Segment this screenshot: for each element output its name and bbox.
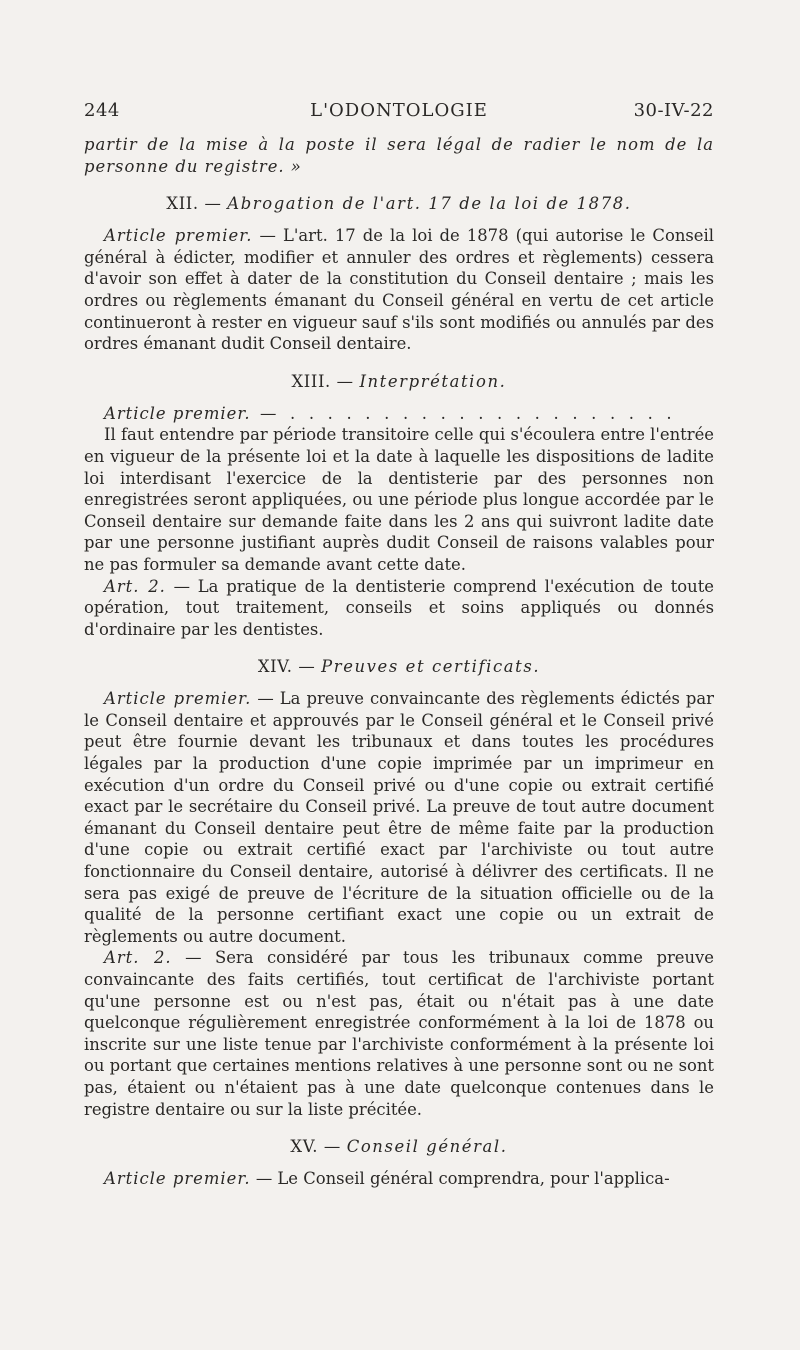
- section-title: Interprétation.: [359, 371, 507, 391]
- issue-date: 30-IV-22: [633, 100, 714, 121]
- section-heading-xiii: [84, 371, 714, 393]
- article-paragraph: [84, 688, 714, 947]
- article-label: Art. 2.: [104, 576, 166, 596]
- section-title: Preuves et certificats.: [321, 657, 541, 677]
- section-title: Abrogation de l'art. 17 de la loi de 1878.: [227, 194, 632, 214]
- document-page: [84, 100, 714, 1190]
- article-text: — La pratique de la dentisterie comprend l'exécution de toute opération, tout traitement, conseils et soins appliqués ou donnés d'ordinaire par les dentistes.: [84, 576, 714, 639]
- section-heading-xii: [84, 193, 714, 215]
- article-label: Art. 2.: [104, 948, 172, 968]
- section-number: XIII. —: [291, 371, 354, 391]
- journal-title: L'ODONTOLOGIE: [310, 100, 488, 121]
- article-paragraph: [84, 947, 714, 1120]
- article-text: — Sera considéré par tous les tribunaux comme preuve convaincante des faits certifiés, tout certificat de l'archiviste portant qu'une personne est ou n'est pas, était ou n'était pas à une date quelconque régulièrement enregistrée conformément à la loi de 1878 ou inscrite sur une liste tenue par l'archiviste conformément à la présente loi ou portant que certaines mentions relatives à une personne sont ou ne sont pas, étaient ou n'étaient pas à une date quelconque contenues dans le registre dentaire ou sur la liste précitée.: [84, 948, 714, 1119]
- article-leader-line: [84, 403, 714, 425]
- section-heading-xiv: [84, 656, 714, 678]
- section-number: XIV. —: [257, 657, 316, 677]
- article-label: Article premier.: [104, 1169, 251, 1189]
- section-number: XV. —: [290, 1137, 341, 1157]
- article-label: Article premier.: [104, 226, 253, 246]
- article-paragraph: [84, 225, 714, 355]
- page-number: 244: [84, 100, 120, 121]
- article-paragraph: [84, 1168, 714, 1190]
- article-text: — La preuve convaincante des règlements édictés par le Conseil dentaire et approuvés par le Conseil général et le Conseil privé peut être fournie devant les tribunaux et dans toutes les procédures légales par la production d'une copie imprimée par un imprimeur en exécution d'un ordre du Conseil privé ou d'une copie ou extrait certifié exact par le secrétaire du Conseil privé. La preuve de tout autre document émanant du Conseil dentaire peut être de même faite par la production d'une copie ou extrait certifié exact par l'archiviste ou tout autre fonctionnaire du Conseil dentaire, autorisé à délivrer des certificats. Il ne sera pas exigé de preuve de l'écriture de la situation officielle ou de la qualité de la personne certifiant exact une copie ou un extrait de règlements ou autre document.: [84, 689, 715, 946]
- article-label: Article premier.: [104, 689, 252, 709]
- article-paragraph: [84, 576, 714, 641]
- opening-paragraph: [84, 134, 714, 177]
- section-heading-xv: [84, 1136, 714, 1158]
- article-text: — L'art. 17 de la loi de 1878 (qui autorise le Conseil général à édicter, modifier et annuler des ordres et règlements) cessera d'avoir son effet à dater de la constitution du Conseil dentaire ; mais les ordres ou règlements émanant du Conseil général en vertu de cet article continueront à rester en vigueur sauf s'ils sont modifiés ou annulés par des ordres émanant dudit Conseil dentaire.: [84, 226, 714, 354]
- dot-leaders: — . . . . . . . . . . . . . . . . . . . . .: [260, 403, 676, 423]
- article-paragraph: Il faut entendre par période transitoire celle qui s'écoulera entre l'entrée en vigueur de la présente loi et la date à laquelle les dispositions de ladite loi interdisant l'exercice de la dentisterie par des personnes non enregistrées seront appliquées, ou une période plus longue accordée par le Conseil dentaire sur demande faite dans les 2 ans qui suivront ladite date par une personne justifiant auprès dudit Conseil de raisons valables pour ne pas formuler sa demande avant cette date.: [84, 425, 714, 574]
- article-text: — Le Conseil général comprendra, pour l'applica-: [255, 1169, 670, 1189]
- running-header: [84, 100, 714, 126]
- article-label: Article premier.: [104, 403, 251, 423]
- section-number: XII. —: [166, 194, 222, 214]
- section-title: Conseil général.: [346, 1137, 508, 1157]
- opening-text: partir de la mise à la poste il sera légal de radier le nom de la personne du registre. »: [84, 135, 714, 176]
